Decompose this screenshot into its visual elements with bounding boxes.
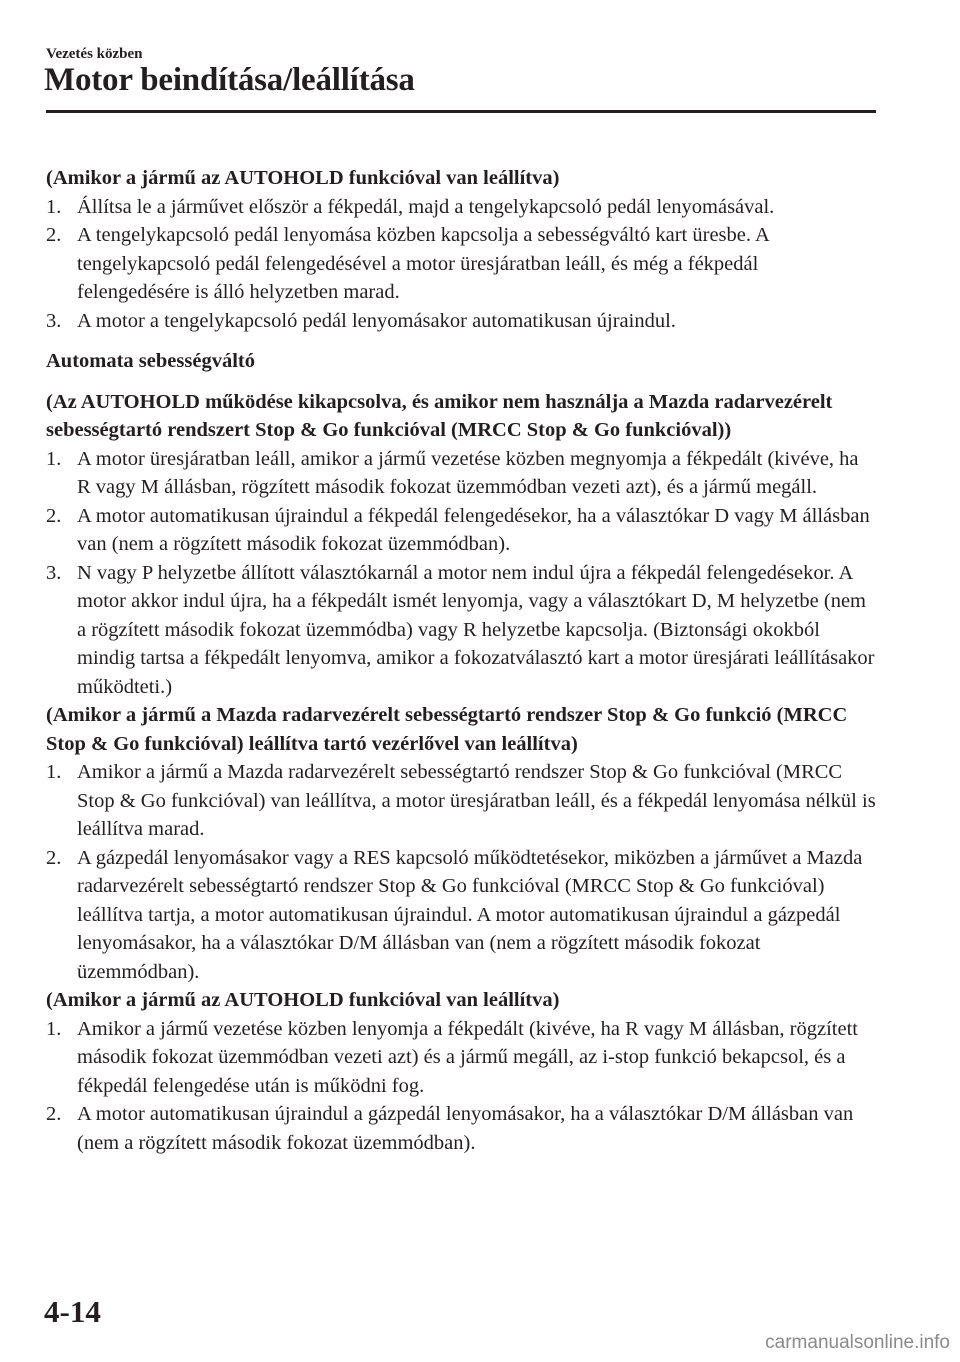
list-item — [46, 221, 876, 307]
item-number: 2. — [46, 504, 62, 527]
list-item — [46, 502, 876, 559]
section-block — [46, 701, 876, 986]
item-number: 1. — [46, 447, 62, 470]
list-item — [46, 844, 876, 987]
item-text: A motor a tengelykapcsoló pedál lenyomásakor automatikusan újraindul. — [77, 309, 676, 332]
list-item — [46, 307, 876, 336]
list-item — [46, 193, 876, 222]
section-block — [46, 164, 876, 335]
item-text: A gázpedál lenyomásakor vagy a RES kapcsoló működtetésekor, miközben a járművet a Mazda radarvezérelt sebességtartó rendszer Stop & Go funkcióval (MRCC Stop & Go funkcióval) leállítva tartja, a motor automatikusan újraindul. A motor automatikusan újraindul a gázpedál lenyomásakor, ha a választókar D/M állásban van (nem a rögzített második fokozat üzemmódban). — [77, 846, 863, 983]
item-text: Amikor a jármű a Mazda radarvezérelt sebességtartó rendszer Stop & Go funkcióval (MRCC Stop & Go funkcióval) van leállítva, a motor üresjáratban leáll, és a fékpedál lenyomása nélkül is leállítva marad. — [77, 761, 876, 840]
list-item — [46, 758, 876, 844]
item-text: A motor automatikusan újraindul a gázpedál lenyomásakor, ha a választókar D/M állásban van (nem a rögzített második fokozat üzemmódban). — [77, 1103, 854, 1154]
condition-heading: (Amikor a jármű az AUTOHOLD funkcióval van leállítva) — [46, 167, 560, 189]
condition-heading: (Az AUTOHOLD működése kikapcsolva, és amikor nem használja a Mazda radarvezérelt sebességtartó rendszert Stop & Go funkcióval (MRCC Stop & Go funkcióval)) — [46, 390, 833, 441]
page-number: 4-14 — [44, 1294, 101, 1329]
item-number: 2. — [46, 846, 62, 869]
item-text: A tengelykapcsoló pedál lenyomása közben kapcsolja a sebességváltó kart üresbe. A tengelykapcsoló pedál felengedésével a motor üresjáratban leáll, és még a fékpedál felengedésére is álló helyzetben marad. — [77, 224, 769, 303]
item-number: 1. — [46, 195, 62, 218]
item-number: 2. — [46, 1103, 62, 1125]
item-text: A motor üresjáratban leáll, amikor a jármű vezetése közben megnyomja a fékpedált (kivéve, ha R vagy M állásban, rögzített második fokozat üzemmódban vezeti azt), és a jármű megáll. — [77, 447, 859, 498]
item-number: 2. — [46, 224, 62, 246]
item-number: 3. — [46, 561, 62, 584]
section-block — [46, 347, 876, 701]
section-block — [46, 986, 876, 1157]
page-content — [46, 164, 876, 1157]
condition-heading: (Amikor a jármű az AUTOHOLD funkcióval van leállítva) — [46, 989, 560, 1011]
condition-heading: (Amikor a jármű a Mazda radarvezérelt sebességtartó rendszer Stop & Go funkció (MRCC Stop & Go funkcióval) leállítva tartó vezérlővel van leállítva) — [46, 704, 848, 755]
item-number: 1. — [46, 1017, 62, 1040]
item-number: 1. — [46, 761, 62, 783]
section-label: Vezetés közben — [46, 46, 143, 62]
list-item — [46, 445, 876, 502]
list-item — [46, 1100, 876, 1157]
list-item — [46, 559, 876, 702]
subsection-heading: Automata sebességváltó — [46, 350, 255, 372]
watermark: carmanualsonline.info — [765, 1332, 950, 1353]
item-text: Állítsa le a járművet először a fékpedál, majd a tengelykapcsoló pedál lenyomásával. — [77, 195, 775, 218]
item-text: N vagy P helyzetbe állított választókarnál a motor nem indul újra a fékpedál felengedésekor. A motor akkor indul újra, ha a fékpedált ismét lenyomja, vagy a választókart D, M helyzetbe (nem a rögzített második fokozat üzemmódba) vagy R helyzetbe kapcsolja. (Biztonsági okokból mindig tartsa a fékpedált lenyomva, amikor a fokozatválasztó kart a motor üresjárati leállításakor működteti.) — [77, 561, 875, 698]
list-item — [46, 1015, 876, 1101]
header-divider — [46, 110, 876, 113]
item-text: A motor automatikusan újraindul a fékpedál felengedésekor, ha a választókar D vagy M állásban van (nem a rögzített második fokozat üzemmódban). — [77, 504, 870, 555]
item-text: Amikor a jármű vezetése közben lenyomja a fékpedált (kivéve, ha R vagy M állásban, rögzített második fokozat üzemmódban vezeti azt) és a jármű megáll, az i-stop funkció bekapcsol, és a fékpedál felengedése után is működni fog. — [77, 1017, 858, 1097]
item-number: 3. — [46, 309, 62, 332]
page-title: Motor beindítása/leállítása — [44, 62, 415, 98]
